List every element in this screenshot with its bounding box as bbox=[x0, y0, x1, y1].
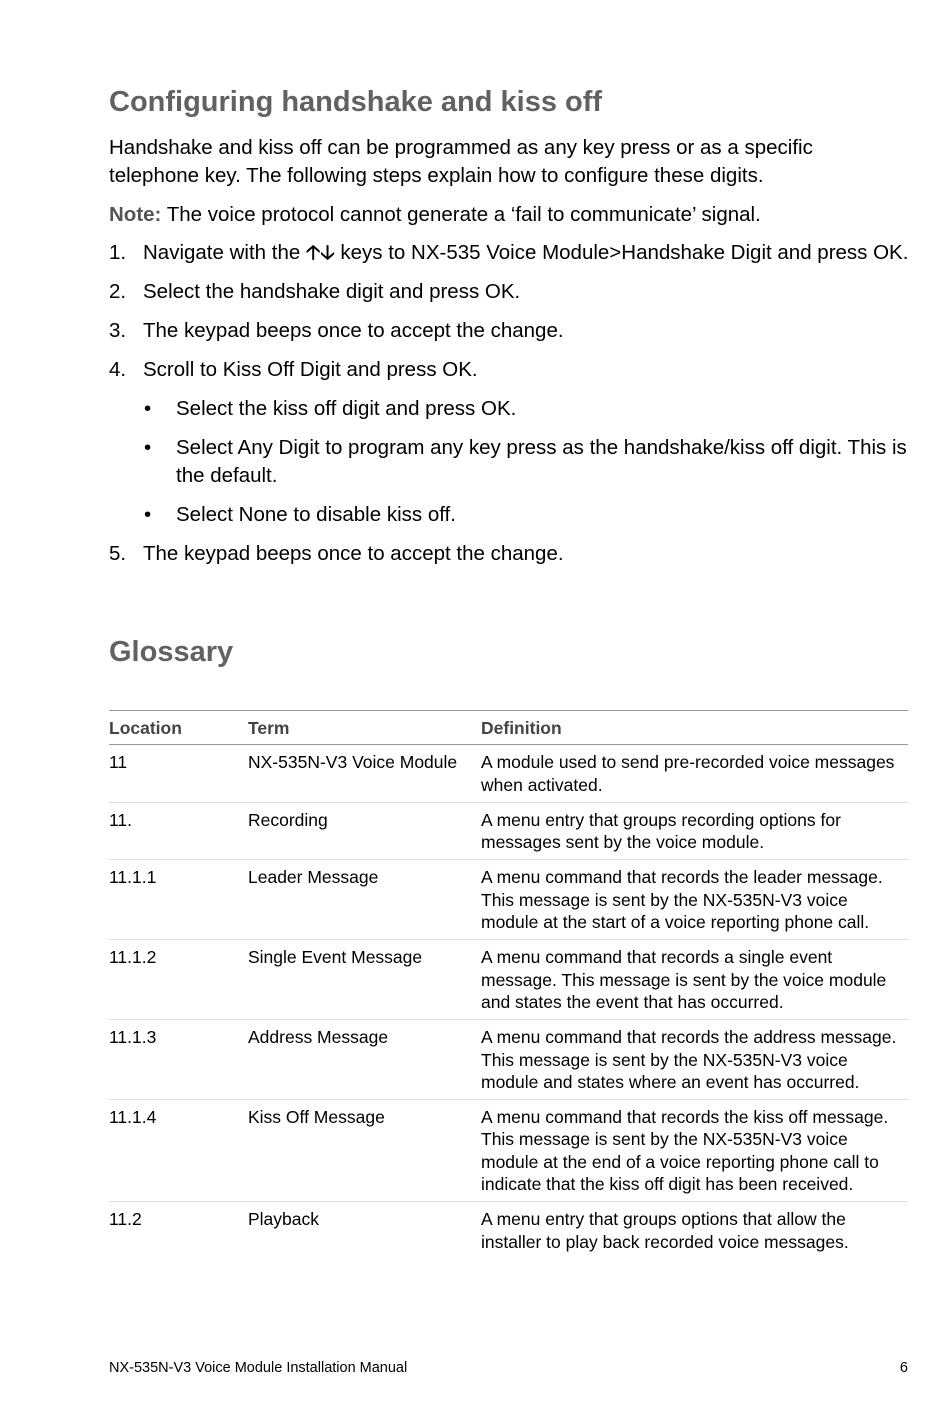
definition-cell: A menu command that records the address message. This message is sent by the NX-535N-V3 voice module and states where an event has occurred. bbox=[481, 1020, 908, 1100]
step-number: 2. bbox=[109, 280, 127, 303]
step-number: 4. bbox=[109, 358, 127, 381]
bullet-text: Select None to disable kiss off. bbox=[176, 503, 456, 526]
header-definition: Definition bbox=[481, 711, 908, 745]
note-text: The voice protocol cannot generate a ‘fail to communicate’ signal. bbox=[161, 203, 761, 226]
definition-cell: A menu command that records a single event message. This message is sent by the voice module and states the event that has occurred. bbox=[481, 940, 908, 1020]
term-cell: Single Event Message bbox=[248, 940, 481, 1020]
step-number: 5. bbox=[109, 542, 127, 565]
step-text-post: keys to NX-535 Voice Module>Handshake Digit and press OK. bbox=[334, 241, 909, 264]
bullet-mark: • bbox=[144, 503, 152, 526]
step-text: Select the handshake digit and press OK. bbox=[143, 280, 521, 303]
term-cell: Recording bbox=[248, 802, 481, 860]
location-cell: 11.1.2 bbox=[109, 940, 248, 1020]
term-cell: Leader Message bbox=[248, 860, 481, 940]
table-row bbox=[109, 940, 908, 1020]
table-row bbox=[109, 1020, 908, 1100]
definition-cell: A menu entry that groups options that allow the installer to play back recorded voice messages. bbox=[481, 1209, 849, 1252]
table-row bbox=[109, 1100, 908, 1202]
note-label: Note: bbox=[109, 203, 162, 226]
location-cell: 11.2 bbox=[109, 1209, 142, 1230]
bullet-mark: • bbox=[144, 436, 152, 459]
steps-list bbox=[109, 239, 909, 579]
header-term: Term bbox=[248, 711, 481, 745]
header-location: Location bbox=[109, 711, 248, 745]
glossary-title: Glossary bbox=[109, 636, 234, 668]
term-cell: Kiss Off Message bbox=[248, 1100, 481, 1202]
bullet-mark: • bbox=[144, 397, 152, 420]
definition-cell: A menu command that records the kiss off message. This message is sent by the NX-535N-V3 voice module at the end of a voice reporting phone call to indicate that the kiss off digit has been received. bbox=[481, 1100, 908, 1202]
step-item bbox=[109, 356, 909, 384]
bullet-text: Select Any Digit to program any key press as the handshake/kiss off digit. This is the default. bbox=[176, 436, 907, 487]
location-cell: 11 bbox=[109, 745, 248, 803]
step-item bbox=[109, 540, 909, 568]
step-item bbox=[109, 239, 909, 267]
step-number: 3. bbox=[109, 319, 127, 342]
step-text: The keypad beeps once to accept the change. bbox=[143, 319, 564, 342]
note-paragraph bbox=[109, 201, 899, 229]
location-cell: 11.1.1 bbox=[109, 860, 248, 940]
term-cell: Playback bbox=[248, 1209, 320, 1230]
step-text: The keypad beeps once to accept the change. bbox=[143, 542, 564, 565]
step-item bbox=[109, 317, 909, 345]
definition-cell: A module used to send pre-recorded voice messages when activated. bbox=[481, 745, 908, 803]
location-cell: 11.1.4 bbox=[109, 1100, 248, 1202]
step-text: Scroll to Kiss Off Digit and press OK. bbox=[143, 358, 478, 381]
location-cell: 11. bbox=[109, 802, 248, 860]
footer-page-number: 6 bbox=[899, 1360, 908, 1376]
bullet-item bbox=[109, 395, 909, 423]
term-cell: Address Message bbox=[248, 1020, 481, 1100]
step-item bbox=[109, 278, 909, 306]
section-title: Configuring handshake and kiss off bbox=[109, 86, 603, 118]
location-cell: 11.1.3 bbox=[109, 1020, 248, 1100]
bullet-text: Select the kiss off digit and press OK. bbox=[176, 397, 517, 420]
table-header-row bbox=[109, 711, 908, 745]
definition-cell: A menu entry that groups recording options for messages sent by the voice module. bbox=[481, 802, 908, 860]
table-row bbox=[109, 745, 908, 803]
definition-cell: A menu command that records the leader message. This message is sent by the NX-535N-V3 voice module at the start of a voice reporting phone call. bbox=[481, 860, 908, 940]
term-cell: NX-535N-V3 Voice Module bbox=[248, 745, 481, 803]
table-row bbox=[109, 860, 908, 940]
step-number: 1. bbox=[109, 241, 127, 264]
bullet-item bbox=[109, 434, 909, 490]
table-row bbox=[109, 802, 908, 860]
glossary-table bbox=[109, 710, 908, 1259]
bullet-list bbox=[109, 395, 909, 529]
intro-paragraph: Handshake and kiss off can be programmed as any key press or as a specific telephone key. The following steps explain how to configure these digits. bbox=[109, 136, 813, 187]
footer-manual-title: NX-535N-V3 Voice Module Installation Manual bbox=[109, 1360, 408, 1376]
page-footer bbox=[109, 1360, 908, 1376]
up-down-arrows-icon: 🡡🡣 bbox=[305, 242, 335, 264]
table-row bbox=[109, 1202, 908, 1259]
bullet-item bbox=[109, 501, 909, 529]
step-text-pre: Navigate with the bbox=[143, 241, 306, 264]
